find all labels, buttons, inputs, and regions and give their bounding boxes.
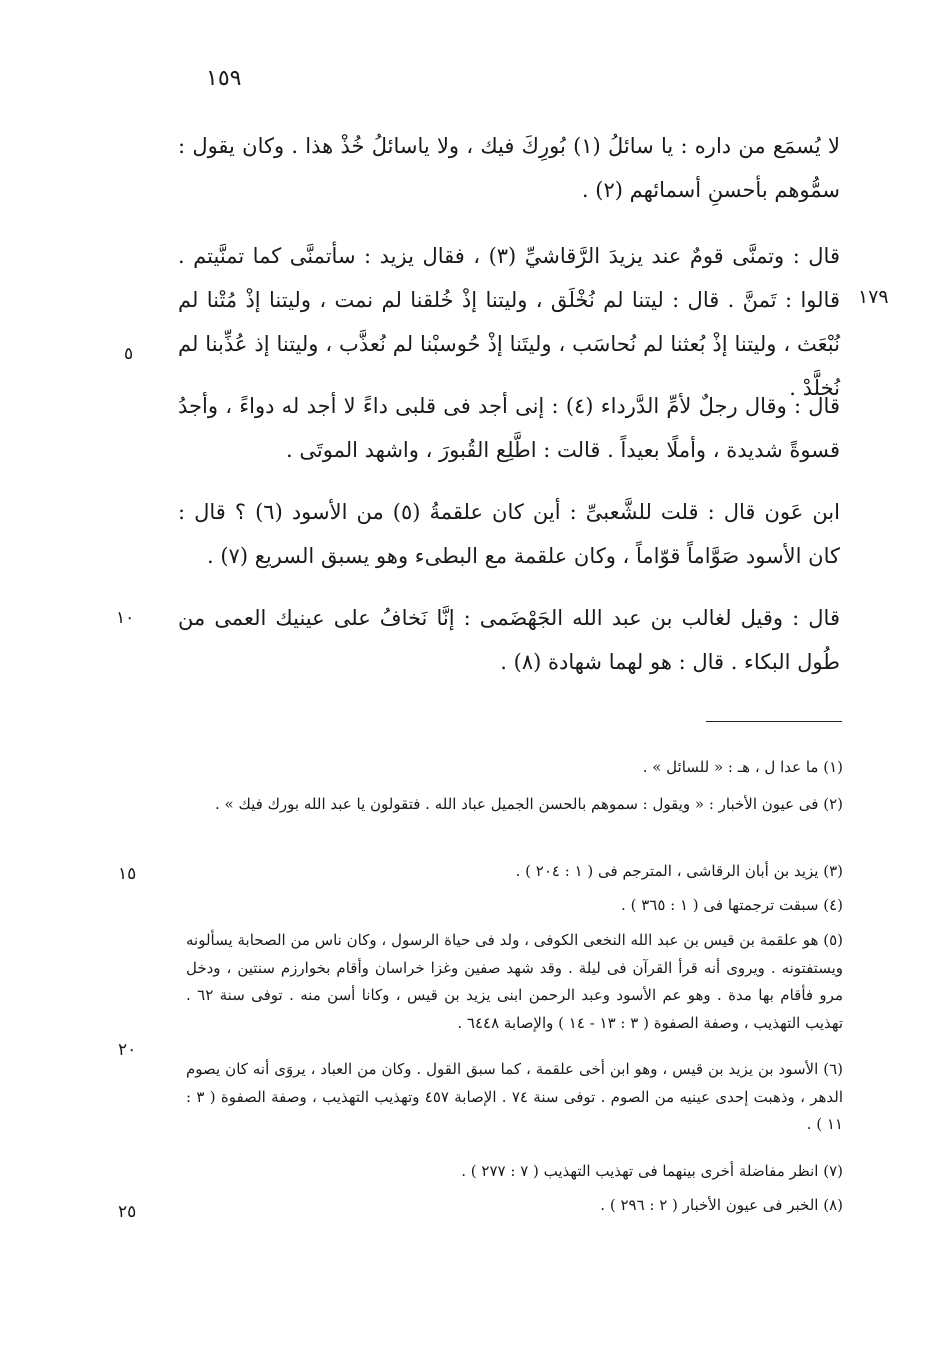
footnote-5: (٥) هو علقمة بن قيس بن عبد الله النخعى الكوفى ، ولد فى حياة الرسول ، وكان ناس من الصحابة يسألونه ويستفتونه . ويروى أنه قرأ القرآن فى ليلة . وقد شهد صفين وغزا خراسان وأقام بخوارزم سنتين ، ودخل مرو فأقام بها مدة . وهو عم الأسود وعبد الرحمن ابنى يزيد بن قيس ، وكانا أسن منه . توفى سنة ٦٢ . تهذيب التهذيب ، وصفة الصفوة ( ٣ : ١٣ - ١٤ ) والإصابة ٦٤٤٨ . [186, 931, 843, 1032]
main-paragraph-2: قال : وتمنَّى قومٌ عند يزيدَ الرَّقاشيِّ (٣) ، فقال يزيد : سأتمنَّى كما تمنَّيتم . قالوا : تَمنَّ . قال : ليتنا لم نُخْلَق ، وليتنا إذْ خُلقنا لم نمت ، وليتنا إذْ مُتْنا لم نُبْعَث ، وليتنا إذْ بُعثنا لم نُحاسَب ، وليتَنا إذْ حُوسبْنا لم نُعذَّب ، وليتنا إذ عُذِّبنا لم نُخلَّدْ . [178, 244, 840, 400]
main-paragraph-5: قال : وقيل لغالب بن عبد الله الجَهْضَمى : إنَّا نَخافُ على عينيك العمى من طُول البكاء . قال : هو لهما شهادة (٨) . [178, 606, 840, 674]
line-number-15: ١٥ [118, 864, 137, 884]
footnote-6: (٦) الأسود بن يزيد بن قيس ، وهو ابن أخى علقمة ، كما سبق القول . وكان من العباد ، يروَى أنه كان يصوم الدهر ، وذهبت إحدى عينيه من الصوم . توفى سنة ٧٤ . الإصابة ٤٥٧ وتهذيب التهذيب ، وصفة الصفوة ( ٣ : ١١ ) . [186, 1060, 844, 1133]
main-paragraph-3: قال : وقال رجلٌ لأمِّ الدَّرداء (٤) : إنى أجد فى قلبى داءً لا أجد له دواءً ، وأجدُ قسوةً شديدة ، وأملًا بعيداً . قالت : اطَّلِع القُبورَ ، واشهد الموتَى . [178, 394, 840, 462]
footnote-8: (٨) الخبر فى عيون الأخبار ( ٢ : ٢٩٦ ) . [600, 1196, 843, 1214]
footnote-separator [706, 721, 842, 722]
main-paragraph-1: لا يُسمَع من داره : يا سائلُ (١) بُورِكَ فيك ، ولا ياسائلُ خُذْ هذا . وكان يقول : سمُّوهم بأحسنِ أسمائهم (٢) . [178, 134, 840, 202]
main-paragraph-4: ابن عَون قال : قلت للشَّعبىِّ : أين كان علقمةُ (٥) من الأسود (٦) ؟ قال : كان الأسود صَوَّاماً قوّاماً ، وكان علقمة مع البطىء وهو يسبق السريع (٧) . [178, 500, 840, 568]
line-number-20: ٢٠ [118, 1040, 137, 1060]
line-number-10: ١٠ [116, 608, 135, 628]
footnote-7: (٧) انظر مفاضلة أخرى بينهما فى تهذيب التهذيب ( ٧ : ٢٧٧ ) . [461, 1162, 843, 1180]
section-number: ١٧٩ [858, 286, 889, 308]
footnote-2: (٢) فى عيون الأخبار : « ويقول : سموهم بالحسن الجميل عباد الله . فتقولون يا عبد الله بورك فيك » . [214, 795, 843, 813]
footnote-1: (١) ما عدا ل ، هـ : « للسائل » . [642, 758, 843, 776]
page-number: ١٥٩ [206, 66, 242, 91]
line-number-25: ٢٥ [118, 1202, 137, 1222]
line-number-5: ٥ [124, 344, 134, 364]
footnote-3: (٣) يزيد بن أبان الرقاشى ، المترجم فى ( ١ : ٢٠٤ ) . [515, 862, 843, 880]
footnote-4: (٤) سبقت ترجمتها فى ( ١ : ٣٦٥ ) . [621, 896, 843, 914]
